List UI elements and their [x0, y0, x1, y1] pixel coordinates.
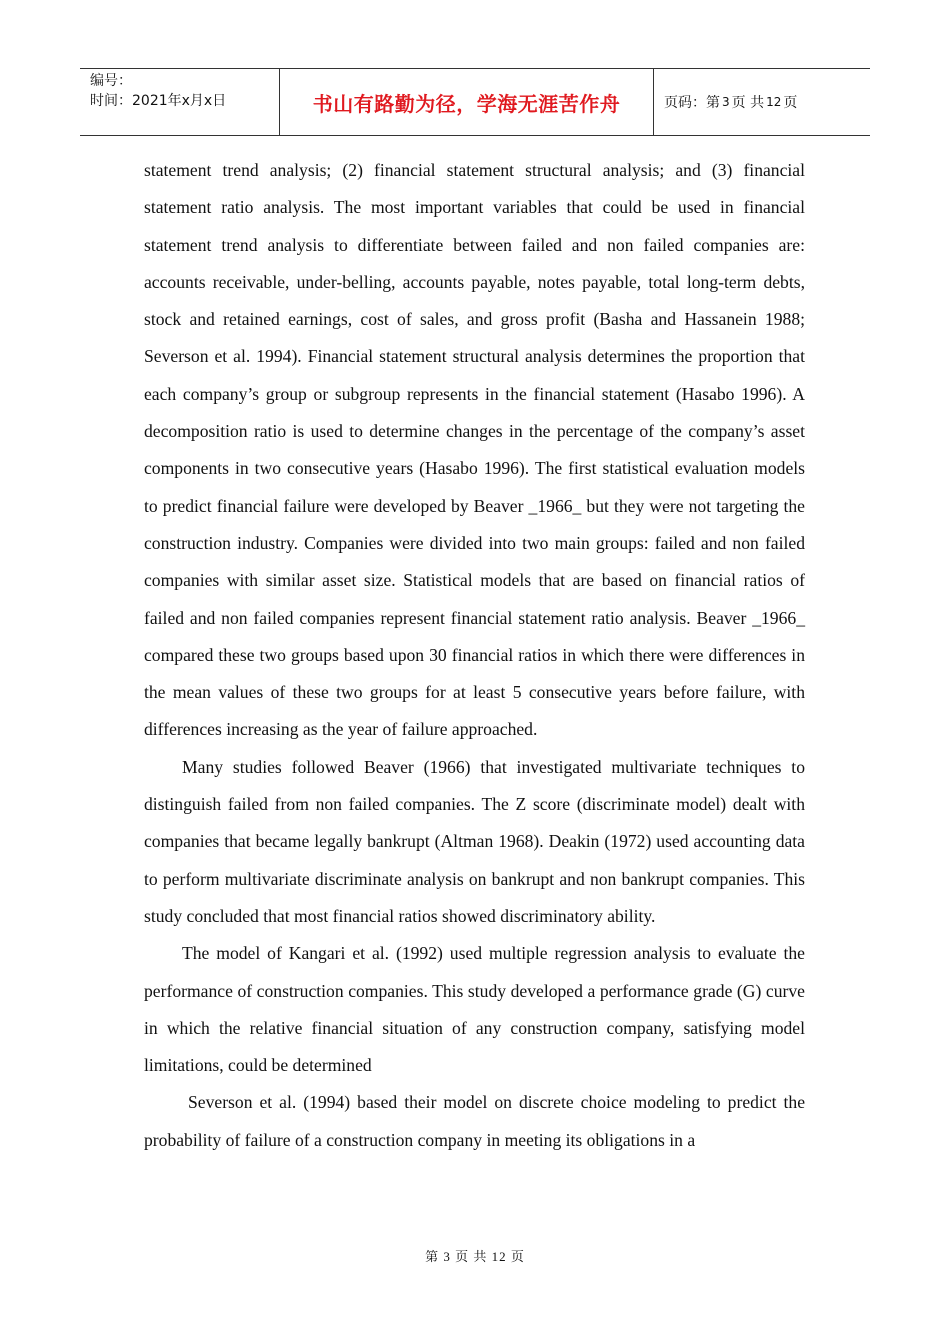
- page-header: [80, 68, 870, 136]
- page-footer: 第 3 页 共 12 页: [425, 1249, 525, 1264]
- header-meta: [80, 69, 280, 135]
- document-body: [144, 152, 805, 1159]
- page-prefix: 页码：第: [664, 95, 720, 111]
- paragraph: The model of Kangari et al. (1992) used multiple regression analysis to evaluate the performance of construction companies. This study developed a performance grade (G) curve in which the relative financial situation of any construction company, satisfying model limitations, could be determined: [144, 943, 805, 1076]
- document-time-label: 时间：2021年x月x日: [90, 93, 227, 109]
- paragraph: Severson et al. (1994) based their model on discrete choice modeling to predict the probability of failure of a construction company in meeting its obligations in a: [144, 1092, 805, 1150]
- paragraph: statement trend analysis; (2) financial statement structural analysis; and (3) financial statement ratio analysis. The most important variables that could be used in financial statement trend analysis to differentiate between failed and non failed companies are: accounts receivable, under-belling, accounts payable, notes payable, total long-term debts, stock and retained earnings, cost of sales, and gross profit (Basha and Hassanein 1988; Severson et al. 1994). Financial statement structural analysis determines the proportion that each company’s group or subgroup represents in the financial statement (Hasabo 1996). A decomposition ratio is used to determine changes in the percentage of the company’s asset components in two consecutive years (Hasabo 1996). The first statistical evaluation models to predict financial failure were developed by Beaver _1966_ but they were not targeting the construction industry. Companies were divided into two main groups: failed and non failed companies with similar asset size. Statistical models that are based on financial ratios of failed and non failed companies represent financial statement ratio analysis. Beaver _1966_ compared these two groups based upon 30 financial ratios in which there were differences in the mean values of these two groups for at least 5 consecutive years before failure, with differences increasing as the year of failure approached.: [144, 160, 805, 740]
- header-motto: 书山有路勤为径，学海无涯苦作舟: [280, 69, 654, 135]
- paragraph: Many studies followed Beaver (1966) that investigated multivariate techniques to distinguish failed from non failed companies. The Z score (discriminate model) dealt with companies that became legally bankrupt (Altman 1968). Deakin (1972) used accounting data to perform multivariate discriminate analysis on bankrupt and non bankrupt companies. This study concluded that most financial ratios showed discriminatory ability.: [144, 756, 805, 926]
- page-suffix: 页: [783, 95, 798, 111]
- page-total: 12: [766, 95, 782, 109]
- page-current: 3: [722, 95, 730, 109]
- document-number-label: 编号：: [90, 73, 132, 89]
- page-mid: 页 共: [731, 95, 765, 111]
- header-page-indicator: [654, 69, 870, 135]
